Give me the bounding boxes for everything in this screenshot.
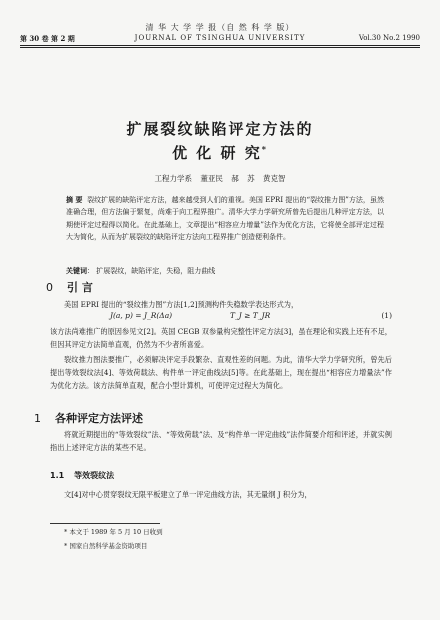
section-1-number: 1: [34, 412, 41, 425]
equation-1-condition: T_J ≥ T_JR: [230, 311, 271, 320]
abstract: [66, 194, 384, 244]
footnote-received: * 本文于 1989 年 5 月 10 日收到: [64, 528, 163, 536]
header-rule: [20, 45, 420, 46]
section-1-heading: [34, 410, 143, 426]
section-0-para-2: 该方法尚难推广的原因参见文[2]。英国 CEGB 双参量构完整性评定方法[3]，虽在理论和实践上还有不足，但因其评定方法简单直观，仍然为不少者所喜爱。: [50, 327, 392, 350]
title-footnote-mark: *: [261, 144, 268, 154]
section-0-para-3: 裂纹推力图法要推广，必须解决评定手段繁杂、直观性差的问题。为此，清华大学力学研究所，曾先后提出等效裂纹法[4]、等效荷载法、构件单一评定曲线法[5]等。在此基础上，现在提出“相容应力增量法”作为优化方法。该方法简单直观，配合小型计算机，可使评定过程大为简化。: [50, 355, 392, 391]
section-0-title: 引 言: [67, 281, 93, 294]
footnote-rule: [50, 523, 160, 524]
volume-issue-cn: 第 30 卷 第 2 期: [20, 34, 75, 43]
keywords-text: 扩展裂纹，缺陷评定，失稳，阻力曲线: [96, 267, 216, 275]
section-0-number: 0: [46, 281, 53, 294]
footnote-fund: * 国家自然科学基金资助项目: [64, 542, 148, 550]
abstract-label: 摘 要: [66, 195, 83, 204]
header-rule-thin: [20, 47, 420, 48]
section-1-1-heading: [50, 470, 114, 481]
article-title-line1: 扩展裂纹缺陷评定方法的: [126, 120, 314, 138]
equation-1-left: J(a, p) = J_R(Δa): [110, 311, 173, 320]
section-1-1-title: 等效裂纹法: [74, 471, 115, 480]
keywords: 关键词： 扩展裂纹，缺陷评定，失稳，阻力曲线: [66, 266, 216, 275]
journal-title-en: JOURNAL OF TSINGHUA UNIVERSITY: [134, 34, 306, 42]
volume-issue-en: Vol.30 No.2 1990: [358, 34, 420, 42]
section-0-heading: [46, 279, 93, 295]
section-1-1-para-1: 文[4]对中心贯穿裂纹无限平板建立了单一评定曲线方法，其无量纲 J 积分为，: [64, 490, 312, 499]
equation-1-number: (1): [381, 311, 392, 320]
abstract-text: 裂纹扩展的缺陷评定方法，越来越受到人们的重视。美国 EPRI 提出的“裂纹推力图”方法，虽然准确合理，但方法偏于繁复，尚难于向工程界推广。清华大学力学研究所曾先后提出几种评定方法，以期使评定过程得以简化。在此基础上，文章提出“相容应力增量”法作为优化方法，它将使全部评定过程大为简化，从而为扩展裂纹的缺陷评定方法向工程界推广创造便利条件。: [66, 196, 385, 242]
article-title-line2-text: 优 化 研 究: [172, 144, 262, 162]
section-0-para-1: 美国 EPRI 提出的“裂纹推力图”方法[1,2]预测构件失稳数学表达形式为，: [64, 300, 299, 309]
section-1-title: 各种评定方法评述: [55, 412, 143, 425]
keywords-label: 关键词: [66, 266, 87, 275]
journal-title-cn: 清 华 大 学 学 报（自 然 科 学 版）: [145, 23, 295, 32]
article-title-line2: [0, 142, 440, 163]
authors: 工程力学系 董亚民 郝 苏 黄克智: [154, 174, 286, 183]
section-1-para-1: 将就近期提出的“等效裂纹”法、“等效荷载”法、及“构件单一评定曲线”法作简要介绍和评述，并就实例指出上述评定方法的某些不足。: [50, 430, 392, 453]
section-1-1-number: 1.1: [50, 471, 65, 480]
